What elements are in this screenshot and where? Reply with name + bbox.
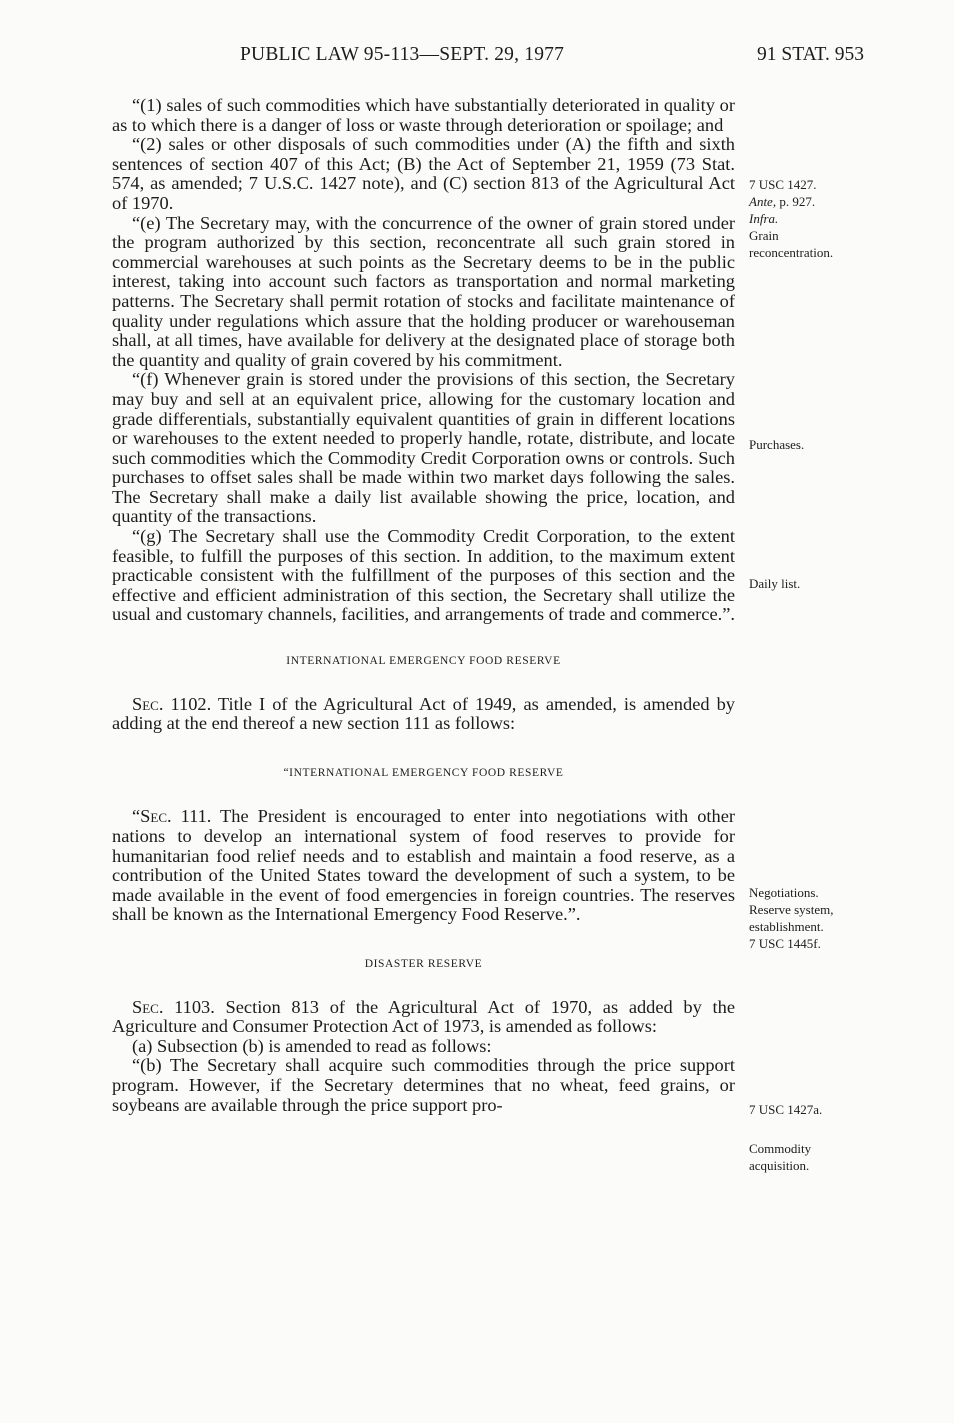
margin-acquisition: acquisition. — [749, 1158, 810, 1173]
margin-ante-page: p. 927. — [776, 194, 816, 209]
margin-note-purchases: Purchases. — [749, 437, 805, 452]
margin-establishment: establishment. — [749, 919, 824, 934]
margin-grain: Grain — [749, 228, 779, 243]
sec-label: Sec. — [132, 693, 164, 714]
paragraph-sec-1102 — [112, 695, 735, 734]
sec-label: Sec. — [132, 996, 164, 1017]
margin-usc-1427: 7 USC 1427. — [749, 177, 817, 192]
sec-1102-text: 1102. Title I of the Agricultural Act of 1949, as amended, is amended by adding at the end thereof a new section 111 as follows: — [112, 693, 735, 734]
margin-ante-word: Ante, — [749, 194, 777, 209]
body-text — [112, 96, 735, 1115]
sec-111-text: 111. The President is encouraged to enter into negotiations with other nations to develop an international system of food reserves to provide for humanitarian food relief needs and to establish and maintain a food reserve, as a contribution of the United States toward the development of such a system, to be made available in the event of food emergencies in foreign countries. The reserves shall be known as the International Emergency Food Reserve.”. — [112, 806, 735, 925]
page-number: 91 STAT. 953 — [757, 44, 864, 65]
margin-reconcentration: reconcentration. — [749, 245, 834, 260]
sec-label: “Sec. — [132, 806, 172, 827]
paragraph-1: “(1) sales of such commodities which have substantially deteriorated in quality or as to which there is a danger of loss or waste through deterioration or spoilage; and — [112, 95, 735, 135]
sec-1103-text: 1103. Section 813 of the Agricultural Act of 1970, as added by the Agriculture and Consumer Protection Act of 1973, is amended as follows: — [112, 996, 735, 1037]
heading-international-emergency-food-reserve: INTERNATIONAL EMERGENCY FOOD RESERVE — [286, 655, 561, 668]
paragraph-sec-111 — [112, 807, 735, 925]
margin-infra: Infra. — [749, 211, 779, 226]
paragraph-2: “(2) sales or other disposals of such commodities under (A) the fifth and sixth sentences of section 407 of this Act; (B) the Act of September 21, 1959 (73 Stat. 574, as amended; 7 U.S.C. 1427 note), and (C) section 813 of the Agricultural Act of 1970. — [112, 134, 735, 213]
margin-usc-1445f: 7 USC 1445f. — [749, 936, 821, 951]
margin-note-usc-1427a: 7 USC 1427a. — [749, 1102, 823, 1117]
paragraph-subsection-a: (a) Subsection (b) is amended to read as follows: — [132, 1035, 492, 1056]
paragraph-subsection-f: “(f) Whenever grain is stored under the provisions of this section, the Secretary may buy and sell at an equivalent price, allowing for the customary location and grade differentials, substantially equivalent quantities of grain in different locations or warehouses to the extent needed to properly handle, rotate, distribute, and locate such commodities which the Commodity Credit Corporation owns or controls. Such purchases to offset sales shall be made within two market days following the sales. The Secretary shall make a daily list available showing the price, location, and quantity of the transactions. — [112, 369, 735, 527]
margin-note-daily-list: Daily list. — [749, 576, 801, 591]
margin-negotiations: Negotiations. — [749, 885, 819, 900]
paragraph-subsection-e: “(e) The Secretary may, with the concurrence of the owner of grain stored under the program authorized by this section, reconcentrate all such grain stored in commercial warehouses at such points as the Secretary deems to be in the public interest, taking into account such factors as transportation and normal marketing patterns. The Secretary shall permit rotation of stocks and facilitate maintenance of quality under regulations which assure that the holding producer or warehouseman shall, at all times, have available for delivery at the designated place of storage both the quantity and quality of grain covered by his commitment. — [112, 212, 735, 370]
margin-note-commodity-acquisition — [749, 1140, 949, 1174]
margin-reserve-system: Reserve system, — [749, 902, 834, 917]
margin-ante — [749, 193, 949, 210]
paragraph-subsection-g: “(g) The Secretary shall use the Commodity Credit Corporation, to the extent feasible, to fulfill the purposes of this section. In addition, to the maximum extent practicable consistent with the fulfillment of the purposes of this section and the effective and efficient administration of this section, the Secretary shall utilize the usual and customary channels, facilities, and arrangements of trade and commerce.”. — [112, 526, 735, 625]
margin-note-negotiations — [749, 884, 949, 952]
margin-commodity: Commodity — [749, 1141, 812, 1156]
paragraph-sec-1103 — [112, 998, 735, 1037]
running-head: PUBLIC LAW 95-113—SEPT. 29, 1977 — [240, 44, 565, 65]
paragraph-subsection-b: “(b) The Secretary shall acquire such commodities through the price support program. However, if the Secretary determines that no wheat, feed grains, or soybeans are available through the price support pro- — [112, 1055, 735, 1115]
heading-quoted-international-emergency-food-reserve: “INTERNATIONAL EMERGENCY FOOD RESERVE — [283, 766, 564, 779]
heading-disaster-reserve: DISASTER RESERVE — [364, 957, 483, 970]
margin-note-usc-1427 — [749, 176, 949, 261]
